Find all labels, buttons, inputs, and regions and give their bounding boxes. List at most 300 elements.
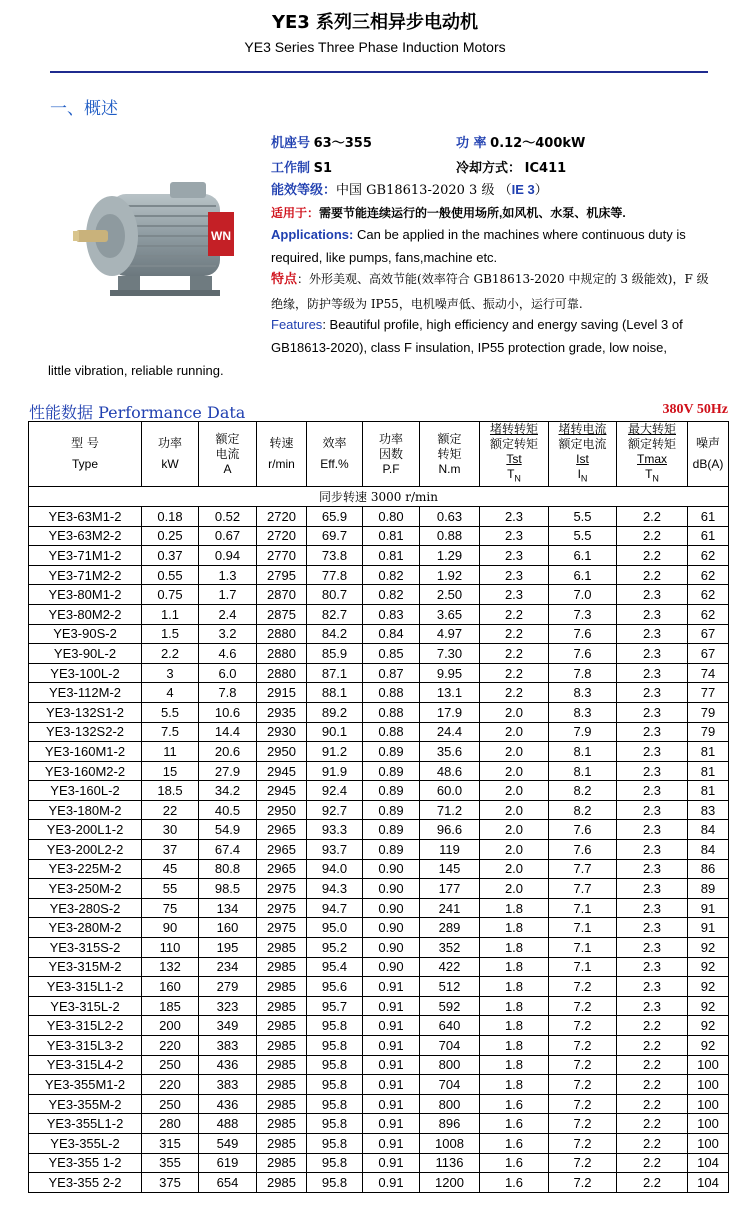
table-cell: 7.2 — [549, 1173, 617, 1193]
table-cell: YE3-200L1-2 — [29, 820, 142, 840]
col-noise-cn: 噪声 — [695, 436, 720, 451]
table-cell: 54.9 — [199, 820, 257, 840]
table-cell: 0.88 — [363, 702, 420, 722]
table-cell: 0.88 — [420, 526, 480, 546]
table-cell: 104 — [688, 1173, 729, 1193]
col-torque — [420, 422, 480, 487]
table-cell: 95.8 — [307, 1153, 363, 1173]
table-cell: 110 — [142, 938, 199, 958]
table-cell: 92 — [688, 938, 729, 958]
power-label: 功 率 — [456, 136, 487, 151]
table-cell: 79 — [688, 722, 729, 742]
table-row — [29, 859, 729, 879]
table-cell: 100 — [688, 1133, 729, 1153]
col-tmax-cn2: 额定转矩 — [627, 437, 676, 451]
table-cell: 2930 — [257, 722, 307, 742]
duty-label: 工作制 — [271, 161, 311, 176]
table-cell: 1.8 — [480, 1036, 549, 1056]
table-cell: 0.91 — [363, 1016, 420, 1036]
col-ist-cn2: 额定电流 — [558, 437, 607, 451]
table-cell: 220 — [142, 1075, 199, 1095]
table-cell: 7.5 — [142, 722, 199, 742]
table-cell: 2.2 — [480, 604, 549, 624]
table-row — [29, 1016, 729, 1036]
table-cell: YE3-315L1-2 — [29, 977, 142, 997]
col-noise-en: dB(A) — [692, 457, 724, 472]
table-cell: YE3-63M2-2 — [29, 526, 142, 546]
table-cell: 0.87 — [363, 663, 420, 683]
table-cell: 0.75 — [142, 585, 199, 605]
table-cell: 2.2 — [142, 644, 199, 664]
table-cell: 92 — [688, 957, 729, 977]
page-title-cn: YE3 系列三相异步电动机 — [271, 12, 479, 33]
table-cell: 7.1 — [549, 938, 617, 958]
table-cell: 80.7 — [307, 585, 363, 605]
table-cell: 2.3 — [617, 840, 688, 860]
table-cell: 92 — [688, 996, 729, 1016]
table-cell: 7.30 — [420, 644, 480, 664]
table-cell: 1.8 — [480, 996, 549, 1016]
table-cell: 1136 — [420, 1153, 480, 1173]
table-cell: 0.89 — [363, 761, 420, 781]
table-cell: 67.4 — [199, 840, 257, 860]
table-cell: 2.3 — [617, 604, 688, 624]
col-power-en: kW — [161, 457, 179, 472]
table-cell: 0.91 — [363, 1094, 420, 1114]
table-cell: 67 — [688, 624, 729, 644]
table-cell: 48.6 — [420, 761, 480, 781]
table-cell: 2.2 — [617, 1173, 688, 1193]
table-cell: YE3-315L3-2 — [29, 1036, 142, 1056]
table-row — [29, 506, 729, 526]
table-cell: 375 — [142, 1173, 199, 1193]
table-cell: 0.81 — [363, 526, 420, 546]
table-cell: 0.90 — [363, 918, 420, 938]
col-efficiency-en: Eff.% — [320, 457, 349, 472]
table-cell: 2985 — [257, 1173, 307, 1193]
table-cell: 422 — [420, 957, 480, 977]
table-cell: 7.2 — [549, 1055, 617, 1075]
table-cell: 30 — [142, 820, 199, 840]
motor-image — [70, 176, 248, 306]
table-cell: 0.18 — [142, 506, 199, 526]
table-cell: 640 — [420, 1016, 480, 1036]
table-cell: 95.8 — [307, 1133, 363, 1153]
table-cell: 94.3 — [307, 879, 363, 899]
applications-cn-label: 适用于： — [271, 206, 320, 220]
table-cell: 7.2 — [549, 1153, 617, 1173]
table-cell: 7.2 — [549, 1094, 617, 1114]
col-speed-en: r/min — [268, 457, 295, 472]
table-cell: 92 — [688, 1016, 729, 1036]
table-cell: 6.0 — [199, 663, 257, 683]
table-cell: 2.2 — [617, 1075, 688, 1095]
col-type-en: Type — [71, 457, 98, 472]
col-speed — [257, 422, 307, 487]
table-row — [29, 1114, 729, 1134]
table-cell: 95.0 — [307, 918, 363, 938]
table-cell: 93.3 — [307, 820, 363, 840]
table-cell: 2.2 — [480, 663, 549, 683]
table-cell: 8.1 — [549, 761, 617, 781]
table-cell: 0.91 — [363, 996, 420, 1016]
table-cell: 2985 — [257, 977, 307, 997]
spec-frame — [271, 132, 372, 152]
table-row — [29, 663, 729, 683]
col-tst-bot: T — [507, 467, 515, 481]
table-row — [29, 624, 729, 644]
table-cell: 2.3 — [617, 742, 688, 762]
table-cell: 4.97 — [420, 624, 480, 644]
sync-speed-row — [29, 487, 729, 507]
table-cell: 0.82 — [363, 565, 420, 585]
sync-speed-label: 同步转速 3000 r/min — [29, 487, 729, 507]
table-cell: 315 — [142, 1133, 199, 1153]
table-cell: YE3-355L-2 — [29, 1133, 142, 1153]
table-cell: 200 — [142, 1016, 199, 1036]
table-cell: YE3-160L-2 — [29, 781, 142, 801]
motor-brand-label: WN — [211, 229, 231, 243]
table-cell: 62 — [688, 604, 729, 624]
table-cell: YE3-160M2-2 — [29, 761, 142, 781]
table-cell: 1008 — [420, 1133, 480, 1153]
table-header-row — [29, 422, 729, 487]
table-cell: 177 — [420, 879, 480, 899]
table-cell: 5.5 — [142, 702, 199, 722]
table-cell: 355 — [142, 1153, 199, 1173]
table-cell: 95.8 — [307, 1114, 363, 1134]
table-row — [29, 526, 729, 546]
table-cell: 2985 — [257, 1016, 307, 1036]
table-cell: 0.37 — [142, 546, 199, 566]
spec-duty — [271, 157, 332, 177]
table-cell: 60.0 — [420, 781, 480, 801]
table-cell: 2.3 — [617, 859, 688, 879]
col-current — [199, 422, 257, 487]
spec-efficiency — [271, 179, 548, 199]
table-cell: YE3-90S-2 — [29, 624, 142, 644]
table-cell: 134 — [199, 898, 257, 918]
table-cell: 2.3 — [617, 977, 688, 997]
table-cell: YE3-100L-2 — [29, 663, 142, 683]
efficiency-ie: IE 3 — [511, 182, 535, 197]
table-cell: 62 — [688, 585, 729, 605]
table-row — [29, 977, 729, 997]
table-cell: 512 — [420, 977, 480, 997]
table-cell: 2.3 — [617, 644, 688, 664]
col-efficiency-cn: 效率 — [322, 436, 347, 451]
table-cell: YE3-80M1-2 — [29, 585, 142, 605]
table-cell: 62 — [688, 565, 729, 585]
table-cell: 20.6 — [199, 742, 257, 762]
table-cell: 35.6 — [420, 742, 480, 762]
table-cell: 81 — [688, 742, 729, 762]
table-row — [29, 800, 729, 820]
table-cell: 1.8 — [480, 957, 549, 977]
applications-en — [271, 223, 719, 269]
col-tmax-sub: N — [652, 473, 659, 484]
table-cell: 7.6 — [549, 820, 617, 840]
table-cell: 2880 — [257, 663, 307, 683]
table-cell: 2.2 — [480, 644, 549, 664]
table-cell: 1.8 — [480, 977, 549, 997]
table-cell: 2965 — [257, 820, 307, 840]
table-body — [29, 506, 729, 1192]
table-cell: 0.81 — [363, 546, 420, 566]
table-cell: 4 — [142, 683, 199, 703]
table-cell: 2965 — [257, 840, 307, 860]
table-cell: 2985 — [257, 996, 307, 1016]
table-cell: 349 — [199, 1016, 257, 1036]
table-cell: 2.2 — [617, 1055, 688, 1075]
applications-cn — [271, 202, 731, 225]
table-cell: 7.1 — [549, 898, 617, 918]
col-ist — [549, 422, 617, 487]
table-cell: 95.8 — [307, 1173, 363, 1193]
table-cell: 7.1 — [549, 957, 617, 977]
table-cell: YE3-180M-2 — [29, 800, 142, 820]
table-cell: 145 — [420, 859, 480, 879]
table-cell: 280 — [142, 1114, 199, 1134]
table-cell: 436 — [199, 1094, 257, 1114]
table-row — [29, 1133, 729, 1153]
table-cell: 84.2 — [307, 624, 363, 644]
table-cell: 436 — [199, 1055, 257, 1075]
table-cell: 88.1 — [307, 683, 363, 703]
table-cell: 0.94 — [199, 546, 257, 566]
table-cell: 7.9 — [549, 722, 617, 742]
table-cell: 0.90 — [363, 957, 420, 977]
table-row — [29, 996, 729, 1016]
table-cell: 1.8 — [480, 918, 549, 938]
table-cell: YE3-315L-2 — [29, 996, 142, 1016]
table-cell: 2.4 — [199, 604, 257, 624]
table-cell: 0.88 — [363, 722, 420, 742]
table-cell: 104 — [688, 1153, 729, 1173]
col-current-cn: 额定电流 — [215, 431, 240, 461]
table-cell: 2.3 — [617, 957, 688, 977]
spec-power — [456, 132, 585, 152]
table-cell: 95.6 — [307, 977, 363, 997]
table-row — [29, 840, 729, 860]
table-cell: 0.63 — [420, 506, 480, 526]
col-tst — [480, 422, 549, 487]
table-cell: 2720 — [257, 506, 307, 526]
table-cell: 1.8 — [480, 938, 549, 958]
table-cell: 92.7 — [307, 800, 363, 820]
table-cell: 2975 — [257, 898, 307, 918]
table-cell: 704 — [420, 1075, 480, 1095]
col-tmax-bot: T — [645, 467, 653, 481]
table-cell: 0.91 — [363, 1153, 420, 1173]
table-cell: 2.0 — [480, 879, 549, 899]
features-en-text-1: : Beautiful profile, high efficiency and energy saving (Level 3 of GB18613-2020), class F insulation, IP55 protection grade, low noise, — [271, 317, 683, 355]
table-cell: 654 — [199, 1173, 257, 1193]
table-cell: 84 — [688, 820, 729, 840]
table-cell: 2.2 — [617, 1133, 688, 1153]
col-pf-cn: 功率因数 — [378, 431, 403, 461]
table-cell: 18.5 — [142, 781, 199, 801]
table-cell: 7.8 — [549, 663, 617, 683]
col-ist-top: Ist — [576, 452, 589, 466]
table-cell: 91.9 — [307, 761, 363, 781]
table-cell: 195 — [199, 938, 257, 958]
table-cell: 2985 — [257, 938, 307, 958]
table-cell: 1.8 — [480, 898, 549, 918]
table-cell: 0.52 — [199, 506, 257, 526]
table-cell: 92.4 — [307, 781, 363, 801]
table-cell: 2.0 — [480, 702, 549, 722]
table-cell: 0.85 — [363, 644, 420, 664]
table-cell: 92 — [688, 977, 729, 997]
table-cell: 0.88 — [363, 683, 420, 703]
table-cell: 6.1 — [549, 565, 617, 585]
title-divider — [50, 71, 708, 73]
table-cell: 2.3 — [617, 781, 688, 801]
col-power — [142, 422, 199, 487]
table-cell: 2795 — [257, 565, 307, 585]
table-row — [29, 644, 729, 664]
table-cell: 250 — [142, 1094, 199, 1114]
table-cell: 1200 — [420, 1173, 480, 1193]
table-cell: 81 — [688, 781, 729, 801]
table-cell: 7.1 — [549, 918, 617, 938]
table-cell: 14.4 — [199, 722, 257, 742]
table-row — [29, 761, 729, 781]
table-cell: 0.89 — [363, 820, 420, 840]
table-cell: 2985 — [257, 1055, 307, 1075]
table-cell: 0.90 — [363, 879, 420, 899]
table-cell: 37 — [142, 840, 199, 860]
table-cell: 81 — [688, 761, 729, 781]
table-cell: 45 — [142, 859, 199, 879]
table-cell: 279 — [199, 977, 257, 997]
table-cell: 67 — [688, 644, 729, 664]
table-cell: 92 — [688, 1036, 729, 1056]
table-cell: 2935 — [257, 702, 307, 722]
table-cell: 7.6 — [549, 644, 617, 664]
features-en-cont: little vibration, reliable running. — [48, 363, 224, 378]
table-cell: 7.8 — [199, 683, 257, 703]
table-cell: 22 — [142, 800, 199, 820]
table-cell: 13.1 — [420, 683, 480, 703]
table-cell: 5.5 — [549, 526, 617, 546]
table-cell: 95.2 — [307, 938, 363, 958]
table-cell: 8.3 — [549, 702, 617, 722]
table-row — [29, 702, 729, 722]
table-cell: 79 — [688, 702, 729, 722]
table-cell: 2.3 — [617, 918, 688, 938]
table-cell: 95.8 — [307, 1075, 363, 1095]
table-cell: 2945 — [257, 761, 307, 781]
table-cell: 94.0 — [307, 859, 363, 879]
table-cell: 55 — [142, 879, 199, 899]
table-cell: 0.84 — [363, 624, 420, 644]
table-cell: YE3-355M-2 — [29, 1094, 142, 1114]
table-cell: 0.91 — [363, 1036, 420, 1056]
table-cell: 91.2 — [307, 742, 363, 762]
table-cell: 1.8 — [480, 1016, 549, 1036]
table-cell: 250 — [142, 1055, 199, 1075]
table-cell: 0.91 — [363, 1173, 420, 1193]
table-cell: 2.3 — [480, 585, 549, 605]
table-cell: 34.2 — [199, 781, 257, 801]
table-cell: 83 — [688, 800, 729, 820]
table-cell: 2.3 — [617, 938, 688, 958]
table-cell: 95.4 — [307, 957, 363, 977]
table-cell: 5.5 — [549, 506, 617, 526]
table-cell: 100 — [688, 1094, 729, 1114]
table-cell: 2.3 — [617, 761, 688, 781]
col-current-en: A — [223, 461, 232, 476]
table-cell: 2965 — [257, 859, 307, 879]
table-cell: YE3-315S-2 — [29, 938, 142, 958]
table-cell: 2.3 — [480, 526, 549, 546]
table-cell: 7.7 — [549, 859, 617, 879]
col-type — [29, 422, 142, 487]
table-cell: 896 — [420, 1114, 480, 1134]
table-cell: 2950 — [257, 742, 307, 762]
table-cell: 2870 — [257, 585, 307, 605]
col-efficiency — [307, 422, 363, 487]
table-cell: 2.0 — [480, 840, 549, 860]
table-row — [29, 820, 729, 840]
table-cell: 1.6 — [480, 1153, 549, 1173]
table-cell: 2.0 — [480, 781, 549, 801]
table-cell: 160 — [199, 918, 257, 938]
col-tmax-top: Tmax — [637, 452, 667, 466]
table-cell: 2.2 — [480, 624, 549, 644]
table-cell: 1.5 — [142, 624, 199, 644]
table-cell: 100 — [688, 1114, 729, 1134]
features-en-label: Features — [271, 317, 323, 332]
table-cell: 1.8 — [480, 1055, 549, 1075]
table-cell: 2.3 — [617, 879, 688, 899]
table-cell: 2.3 — [617, 722, 688, 742]
col-noise — [688, 422, 729, 487]
table-cell: 119 — [420, 840, 480, 860]
table-cell: 10.6 — [199, 702, 257, 722]
table-cell: 100 — [688, 1055, 729, 1075]
table-cell: 0.67 — [199, 526, 257, 546]
table-cell: 61 — [688, 506, 729, 526]
table-cell: YE3-315L4-2 — [29, 1055, 142, 1075]
table-cell: 4.6 — [199, 644, 257, 664]
table-cell: 704 — [420, 1036, 480, 1056]
table-cell: 1.6 — [480, 1094, 549, 1114]
table-cell: 1.8 — [480, 1075, 549, 1095]
table-cell: 132 — [142, 957, 199, 977]
table-cell: 77 — [688, 683, 729, 703]
table-cell: 1.6 — [480, 1173, 549, 1193]
table-cell: 2.3 — [617, 585, 688, 605]
table-cell: 2.0 — [480, 859, 549, 879]
table-cell: 90.1 — [307, 722, 363, 742]
table-cell: 2.2 — [617, 546, 688, 566]
table-cell: YE3-200L2-2 — [29, 840, 142, 860]
table-cell: 75 — [142, 898, 199, 918]
table-cell: 80.8 — [199, 859, 257, 879]
col-tst-cn2: 额定转矩 — [489, 437, 538, 451]
table-cell: 2880 — [257, 624, 307, 644]
table-cell: 800 — [420, 1055, 480, 1075]
table-cell: YE3-280M-2 — [29, 918, 142, 938]
table-cell: 2.2 — [480, 683, 549, 703]
table-cell: 185 — [142, 996, 199, 1016]
table-cell: 2975 — [257, 879, 307, 899]
table-cell: YE3-355 2-2 — [29, 1173, 142, 1193]
table-cell: 241 — [420, 898, 480, 918]
